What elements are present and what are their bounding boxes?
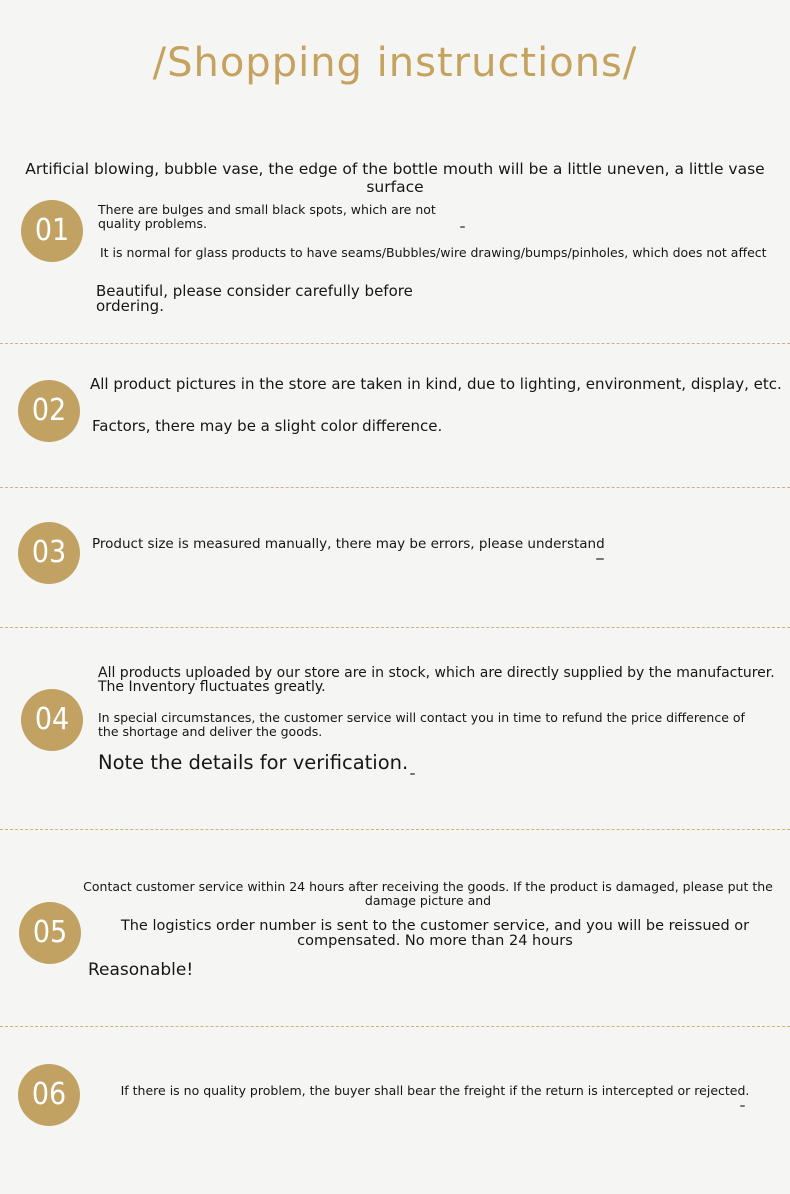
section-divider [0, 487, 790, 488]
instruction-05-line-2: The logistics order number is sent to the customer service, and you will be reissued or compensated. No more than 24 hours [120, 918, 750, 949]
instruction-05-line-3: Reasonable! [88, 960, 194, 980]
number-badge-06: 06 [18, 1064, 80, 1126]
number-badge-03: 03 [18, 522, 80, 584]
section-divider [0, 343, 790, 344]
instruction-01-line-1: There are bulges and small black spots, which are not quality problems. [98, 202, 436, 231]
instruction-01-line-2: It is normal for glass products to have seams/Bubbles/wire drawing/bumps/pinholes, which does not affect [100, 245, 767, 260]
section-divider [0, 1026, 790, 1027]
number-badge-04: 04 [21, 689, 83, 751]
instruction-04-line-1: All products uploaded by our store are in stock, which are directly supplied by the manufacturer. The Inventory fluctuates greatly. [98, 665, 775, 695]
page-title: /Shopping instructions/ [152, 40, 638, 86]
section-divider [0, 829, 790, 830]
instruction-05-line-1: Contact customer service within 24 hours after receiving the goods. If the product is damaged, please put the damage picture and [83, 879, 773, 908]
instruction-04-line-3: Note the details for verification. [98, 751, 409, 774]
instruction-01-line-3: Beautiful, please consider carefully before ordering. [96, 282, 413, 315]
instruction-02-line-2: Factors, there may be a slight color difference. [92, 417, 443, 435]
intro-text: Artificial blowing, bubble vase, the edge of the bottle mouth will be a little uneven, a little vase surface [25, 160, 765, 196]
number-badge-02: 02 [18, 380, 80, 442]
number-badge-05: 05 [19, 902, 81, 964]
decorative-speck [596, 558, 604, 560]
instruction-02-line-1: All product pictures in the store are taken in kind, due to lighting, environment, display, etc. [90, 375, 782, 393]
number-badge-01: 01 [21, 200, 83, 262]
instruction-06-line-1: If there is no quality problem, the buyer shall bear the freight if the return is intercepted or rejected. [120, 1083, 750, 1098]
instruction-03-line-1: Product size is measured manually, there may be errors, please understand [92, 536, 605, 552]
section-divider [0, 627, 790, 628]
instruction-04-line-2: In special circumstances, the customer service will contact you in time to refund the price difference of the shortage and deliver the goods. [98, 710, 745, 739]
decorative-speck [460, 226, 465, 228]
decorative-speck [740, 1105, 745, 1107]
decorative-speck [410, 773, 415, 775]
